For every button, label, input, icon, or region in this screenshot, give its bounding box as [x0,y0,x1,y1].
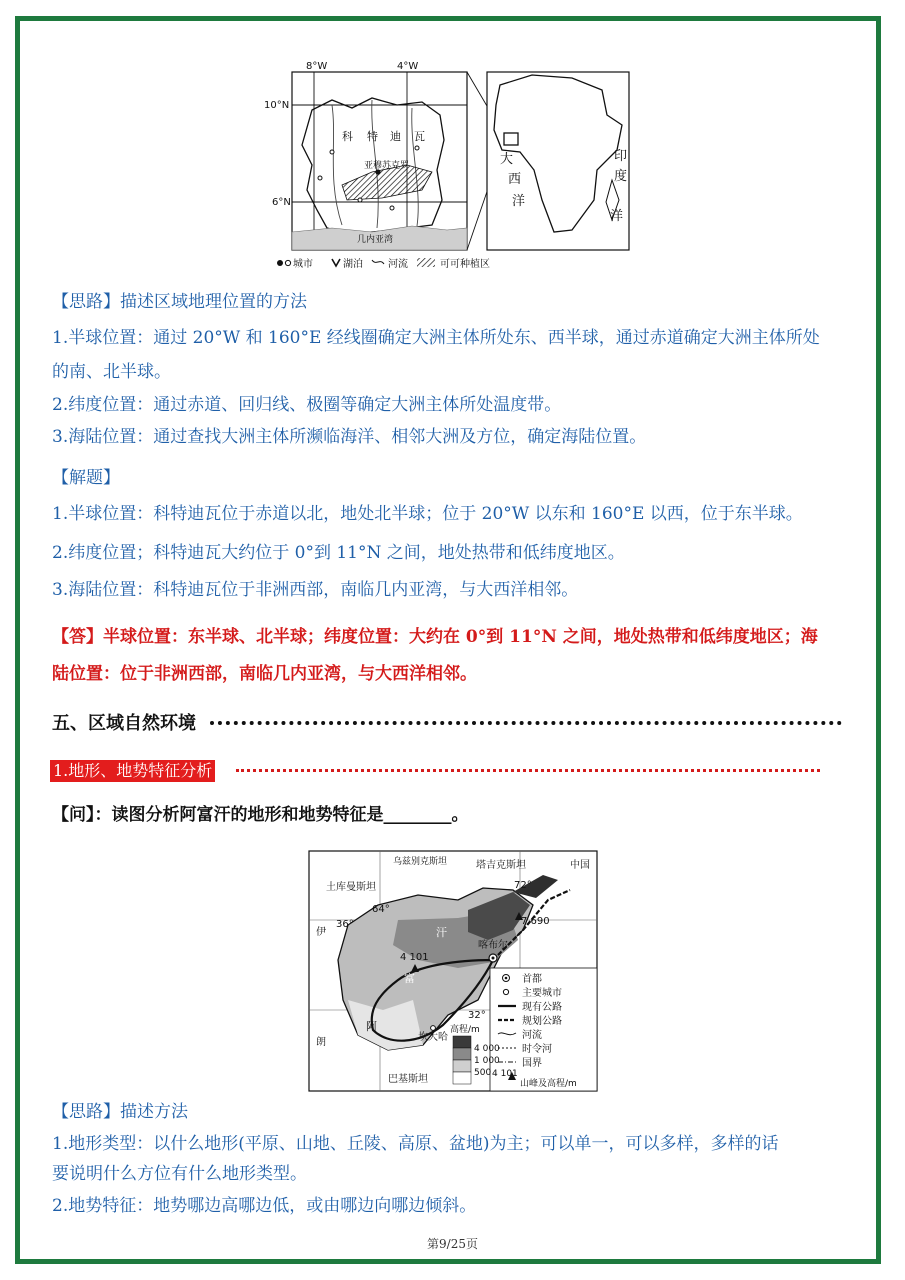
section-title: 五、区域自然环境 [52,713,196,734]
thinking-tag: 【思路】描述区域地理位置的方法 [52,292,307,312]
label-lat36: 36° [336,919,354,930]
region-char-3: 迪 [390,130,401,143]
thinking2-line-2: 2.地势特征：地势哪边高哪边低，或由哪边向哪边倾斜。 [52,1196,477,1216]
inset-char-2: 西 [508,172,522,187]
legend-planned-road: 规划公路 [522,1016,562,1027]
answer-line-1: 【答】半球位置：东半球、北半球；纬度位置：大约在 0°到 11°N 之间，地处热带和低纬度地区；海 [52,627,818,647]
label-lat32: 32° [468,1010,486,1021]
legend-road: 现有公路 [522,1002,562,1013]
thinking-line-1b: 的南、北半球。 [52,362,171,382]
lon-label-4w: 4°W [397,61,419,72]
city-dot [330,150,334,154]
question-text: 【问】：读图分析阿富汗的地形和地势特征是 [52,805,384,825]
thinking-line-2: 2.纬度位置：通过赤道、回归线、极圈等确定大洲主体所处温度带。 [52,395,562,415]
inset-char-4: 印 [614,149,628,164]
elev-value-3: 500 [474,1068,492,1078]
subsection-dotted-rule [236,766,820,772]
lon-label-8w: 8°W [306,61,328,72]
legend-city: 主要城市 [522,988,562,999]
label-afg-1: 阿 [366,1020,377,1033]
city-dot [318,176,322,180]
label-turkmenistan: 土库曼斯坦 [326,882,376,893]
inset-char-6: 洋 [610,209,624,224]
city-dot [358,198,362,202]
thinking2-line-1a: 1.地形类型：以什么地形(平原、山地、丘陵、高原、盆地)为主；可以单一，可以多样，多样的话 [52,1134,779,1154]
label-kandahar: 坎大哈 [418,1032,448,1043]
solution-line-3: 3.海陆位置：科特迪瓦位于非洲西部，南临几内亚湾，与大西洋相邻。 [52,580,579,600]
label-iran-1: 伊 [316,927,326,938]
elev-value-2: 1 000 [474,1056,500,1066]
label-pakistan: 巴基斯坦 [388,1074,428,1085]
inset-char-3: 洋 [512,194,526,209]
kandahar-marker [431,1026,436,1031]
region-char-4: 瓦 [414,130,425,143]
thinking-line-1a: 1.半球位置：通过 20°W 和 160°E 经线圈确定大洲主体所处东、西半球，通过赤道确定大洲主体所处 [52,328,820,348]
label-iran-2: 朗 [316,1037,326,1048]
gulf-label: 几内亚湾 [357,235,394,245]
page-number: 第9/25页 [427,1237,478,1251]
label-peak-4101: 4 101 [400,952,429,963]
label-afg-3: 汗 [436,926,447,939]
lat-label-10n: 10°N [264,100,290,111]
answer-line-2: 陆位置：位于非洲西部，南临几内亚湾，与大西洋相邻。 [52,664,477,684]
section-dotted-rule [210,713,842,725]
cote-divoire-map [264,60,632,272]
label-lon72: 72° [514,880,532,891]
elev-value-1: 4 000 [474,1044,500,1054]
legend-peak-value: 4 101 [492,1069,518,1079]
subsection-tag: 1.地形、地势特征分析 [50,760,215,782]
legend-lake: 湖泊 [343,259,363,270]
label-tajikistan: 塔吉克斯坦 [476,860,526,871]
afghanistan-map [308,850,598,1092]
label-peak-7690: 7 690 [521,916,550,927]
thinking2-line-1b: 要说明什么方位有什么地形类型。 [52,1164,307,1184]
question-blank: ________ [383,805,452,825]
label-kabul: 喀布尔 [478,940,508,951]
solution-line-2: 2.纬度位置；科特迪瓦大约位于 0°到 11°N 之间，地处热带和低纬度地区。 [52,543,625,563]
city-dot [415,146,419,150]
legend-seasonal-river: 时令河 [522,1044,552,1055]
legend-capital: 首都 [522,974,542,985]
legend-river: 河流 [522,1030,542,1041]
label-afg-2: 富 [404,972,415,985]
legend-cocoa: 可可种植区 [440,259,490,270]
elev-title: 高程/m [450,1025,480,1035]
solution-tag: 【解题】 [52,468,120,488]
inset-char-5: 度 [614,169,628,184]
label-china: 中国 [570,860,590,871]
legend-city: 城市 [293,259,313,270]
legend-river: 河流 [388,259,408,270]
inset-char-1: 大 [500,152,514,167]
label-uzbekistan: 乌兹别克斯坦 [393,857,448,867]
city-dot [390,206,394,210]
solution-line-1: 1.半球位置：科特迪瓦位于赤道以北，地处北半球；位于 20°W 以东和 160°E 以西，位于东半球。 [52,504,803,524]
region-char-1: 科 [342,130,353,143]
question-end: 。 [451,805,469,825]
region-char-2: 特 [367,130,378,143]
thinking2-tag: 【思路】描述方法 [52,1102,188,1122]
legend-border: 国界 [522,1058,542,1069]
legend-peak: 山峰及高程/m [520,1079,577,1089]
city-label-yamoussoukro: 亚穆苏克罗 [364,161,410,171]
lat-label-6n: 6°N [272,197,291,208]
label-lon64: 64° [372,904,390,915]
question-line [52,804,469,826]
thinking-line-3: 3.海陆位置：通过查找大洲主体所濒临海洋、相邻大洲及方位，确定海陆位置。 [52,427,647,447]
